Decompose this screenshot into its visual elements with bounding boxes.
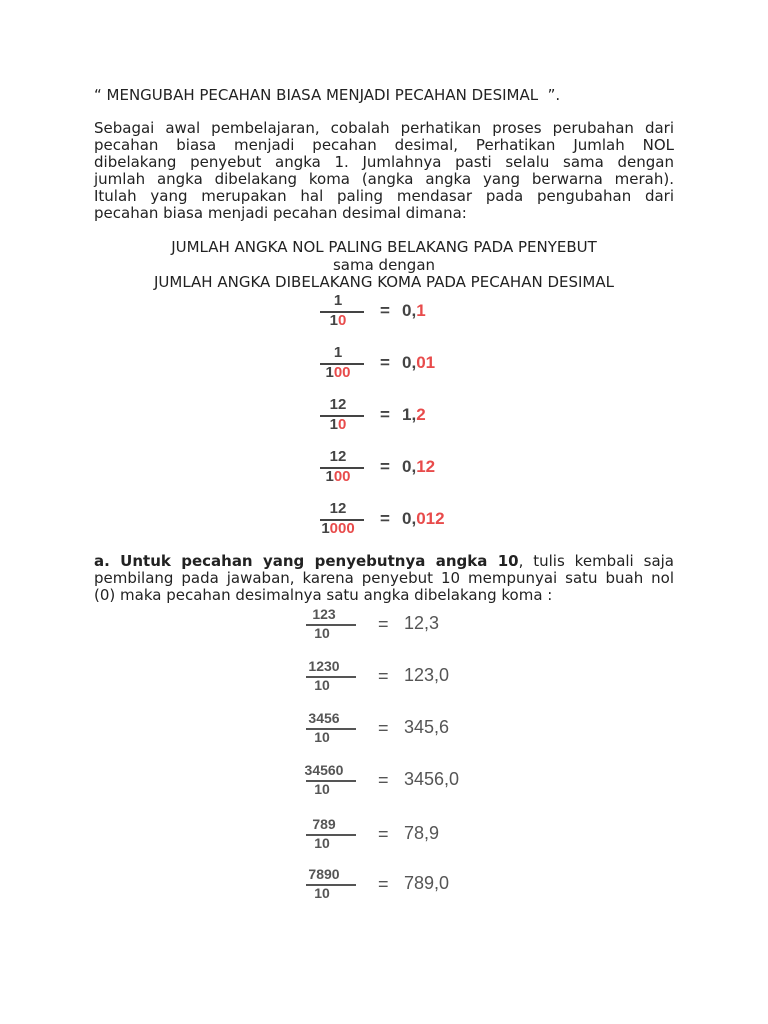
equals-sign: = <box>378 874 389 894</box>
rule-line-1: JUMLAH ANGKA NOL PALING BELAKANG PADA PENYEBUT <box>171 238 597 256</box>
denominator: 100 <box>325 468 351 485</box>
denominator: 10 <box>329 312 347 329</box>
section-a-paragraph <box>94 553 674 604</box>
equals-sign: = <box>378 718 389 738</box>
decimal-result: 0,1 <box>402 301 426 320</box>
intro-paragraph <box>94 120 674 222</box>
numerator: 1 <box>333 344 343 361</box>
denominator: 10 <box>314 625 330 641</box>
decimal-result: 12,3 <box>404 613 440 633</box>
rule-line-2: sama dengan <box>332 256 436 274</box>
decimal-result: 345,6 <box>404 717 450 737</box>
denominator: 10 <box>314 729 330 745</box>
decimal-result: 789,0 <box>404 873 450 893</box>
equals-sign: = <box>380 405 390 424</box>
decimal-result: 123,0 <box>404 665 450 685</box>
denominator: 10 <box>329 416 347 433</box>
equals-sign: = <box>378 614 389 634</box>
decimal-result: 1,2 <box>402 405 426 424</box>
rule-line-3: JUMLAH ANGKA DIBELAKANG KOMA PADA PECAHAN DESIMAL <box>154 273 614 291</box>
page-title: “ MENGUBAH PECAHAN BIASA MENJADI PECAHAN DESIMAL ”. <box>94 86 561 104</box>
intro-line: Sebagai awal pembelajaran, cobalah perhatikan proses perubahan dari <box>94 119 674 137</box>
numerator: 12 <box>329 448 347 465</box>
denominator: 10 <box>314 885 330 901</box>
denominator: 10 <box>314 677 330 693</box>
equals-sign: = <box>378 666 389 686</box>
numerator: 1230 <box>308 658 340 674</box>
section-a-text: , tulis kembali saja <box>518 552 674 570</box>
equals-sign: = <box>380 457 390 476</box>
intro-line: pecahan biasa menjadi pecahan desimal dimana: <box>94 204 467 222</box>
equals-sign: = <box>380 509 390 528</box>
denominator: 1000 <box>321 520 355 537</box>
intro-line: Itulah yang merupakan hal paling mendasar pada pengubahan dari <box>94 187 674 205</box>
denominator: 10 <box>314 835 330 851</box>
section-a-text: pembilang pada jawaban, karena penyebut 10 mempunyai satu buah nol <box>94 569 674 587</box>
numerator: 34560 <box>304 762 344 778</box>
section-a-heading: a. Untuk pecahan yang penyebutnya angka 10 <box>94 552 519 570</box>
denominator: 10 <box>314 781 330 797</box>
numerator: 7890 <box>308 866 340 882</box>
decimal-result: 0,012 <box>402 509 445 528</box>
equals-sign: = <box>378 770 389 790</box>
equals-sign: = <box>380 301 390 320</box>
section-a-text: (0) maka pecahan desimalnya satu angka dibelakang koma : <box>94 586 553 604</box>
denominator: 100 <box>325 364 351 381</box>
intro-line: dibelakang penyebut angka 1. Jumlahnya pasti selalu sama dengan <box>94 153 674 171</box>
intro-line: pecahan biasa menjadi pecahan desimal, Perhatikan Jumlah NOL <box>94 136 674 154</box>
equals-sign: = <box>378 824 389 844</box>
decimal-result: 0,12 <box>402 457 436 476</box>
numerator: 789 <box>312 816 336 832</box>
numerator: 1 <box>333 292 343 309</box>
decimal-result: 78,9 <box>404 823 440 843</box>
numerator: 12 <box>329 500 347 517</box>
numerator: 123 <box>312 606 336 622</box>
numerator: 12 <box>329 396 347 413</box>
decimal-result: 0,01 <box>402 353 436 372</box>
intro-line: jumlah angka dibelakang koma (angka angka yang berwarna merah). <box>94 170 674 188</box>
decimal-result: 3456,0 <box>404 769 460 789</box>
equals-sign: = <box>380 353 390 372</box>
numerator: 3456 <box>308 710 340 726</box>
